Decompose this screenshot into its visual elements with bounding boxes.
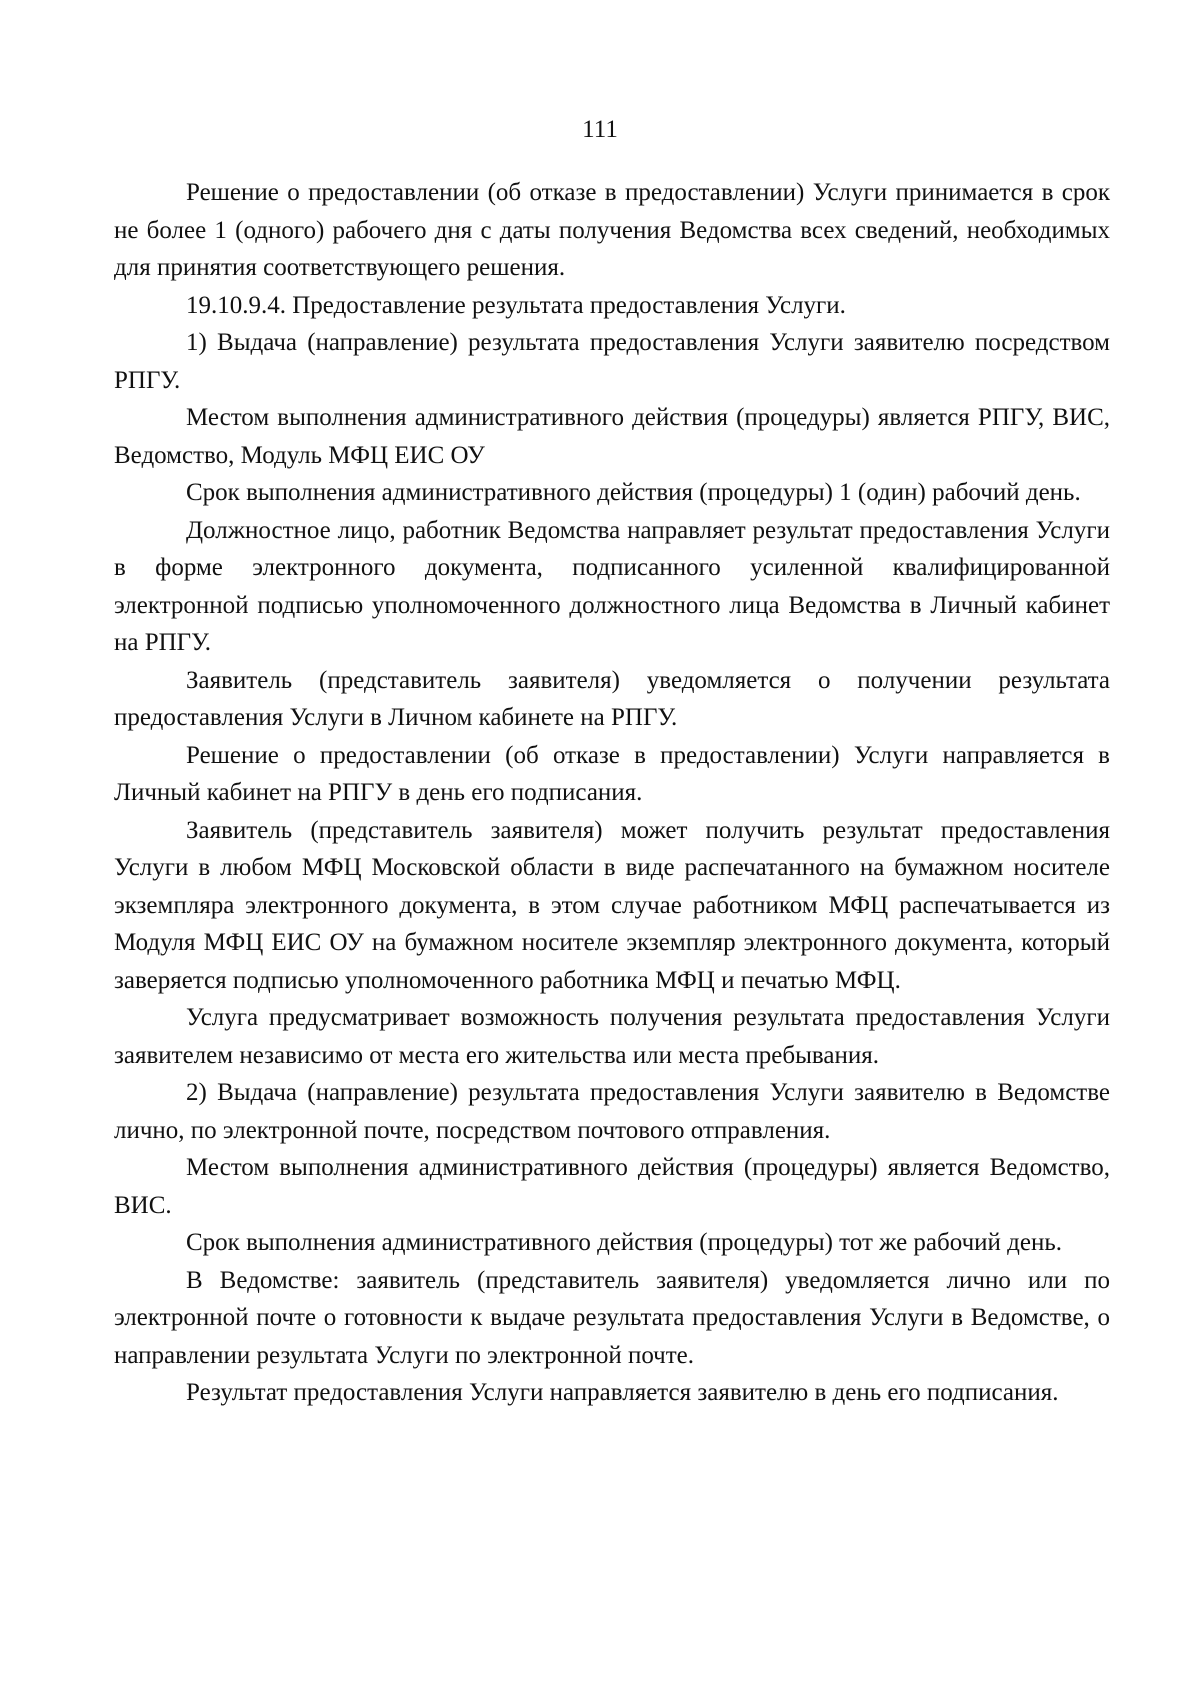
- paragraph-place-rpgu: Местом выполнения административного действия (процедуры) является РПГУ, ВИС, Ведомство, Модуль МФЦ ЕИС ОУ: [114, 404, 1110, 469]
- paragraph-applicant-notified: Заявитель (представитель заявителя) уведомляется о получении результата предоставления Услуги в Личном кабинете на РПГУ.: [114, 666, 1110, 731]
- paragraph-issue-via-rpgu: 1) Выдача (направление) результата предоставления Услуги заявителю посредством РПГУ.: [114, 329, 1110, 394]
- paragraph-extraterritorial: Услуга предусматривает возможность получения результата предоставления Услуги заявителем независимо от места его жительства или места пребывания.: [114, 1004, 1110, 1069]
- paragraph-mfc-printout: Заявитель (представитель заявителя) может получить результат предоставления Услуги в любом МФЦ Московской области в виде распечатанного на бумажном носителе экземпляра электронного документа, в этом случае работником МФЦ распечатывается из Модуля МФЦ ЕИС ОУ на бумажном носителе экземпляр электронного документа, который заверяется подписью уполномоченного работника МФЦ и печатью МФЦ.: [114, 816, 1110, 994]
- section-heading-19-10-9-4: 19.10.9.4. Предоставление результата предоставления Услуги.: [186, 291, 846, 319]
- paragraph-official-sends-result: Должностное лицо, работник Ведомства направляет результат предоставления Услуги в форме электронного документа, подписанного усиленной квалифицированной электронной подписью уполномоченного должностного лица Ведомства в Личный кабинет на РПГУ.: [114, 516, 1110, 656]
- paragraph-decision-timing: Решение о предоставлении (об отказе в предоставлении) Услуги принимается в срок не более 1 (одного) рабочего дня с даты получения Ведомства всех сведений, необходимых для принятия соответствующего решения.: [114, 179, 1110, 281]
- paragraph-department-notification: В Ведомстве: заявитель (представитель заявителя) уведомляется лично или по электронной почте о готовности к выдаче результата предоставления Услуги в Ведомстве, о направлении результата Услуги по электронной почте.: [114, 1266, 1110, 1369]
- paragraph-term-one-day: Срок выполнения административного действия (процедуры) 1 (один) рабочий день.: [186, 479, 1081, 506]
- paragraph-result-sent: Результат предоставления Услуги направляется заявителю в день его подписания.: [186, 1379, 1059, 1406]
- paragraph-place-department: Местом выполнения административного действия (процедуры) является Ведомство, ВИС.: [114, 1154, 1110, 1219]
- document-body: [114, 174, 1110, 1412]
- paragraph-decision-sent: Решение о предоставлении (об отказе в предоставлении) Услуги направляется в Личный кабинет на РПГУ в день его подписания.: [114, 741, 1110, 806]
- paragraph-term-same-day: Срок выполнения административного действия (процедуры) тот же рабочий день.: [186, 1229, 1063, 1256]
- page-number: 111: [582, 116, 618, 143]
- paragraph-issue-in-department: 2) Выдача (направление) результата предоставления Услуги заявителю в Ведомстве лично, по электронной почте, посредством почтового отправления.: [114, 1079, 1110, 1144]
